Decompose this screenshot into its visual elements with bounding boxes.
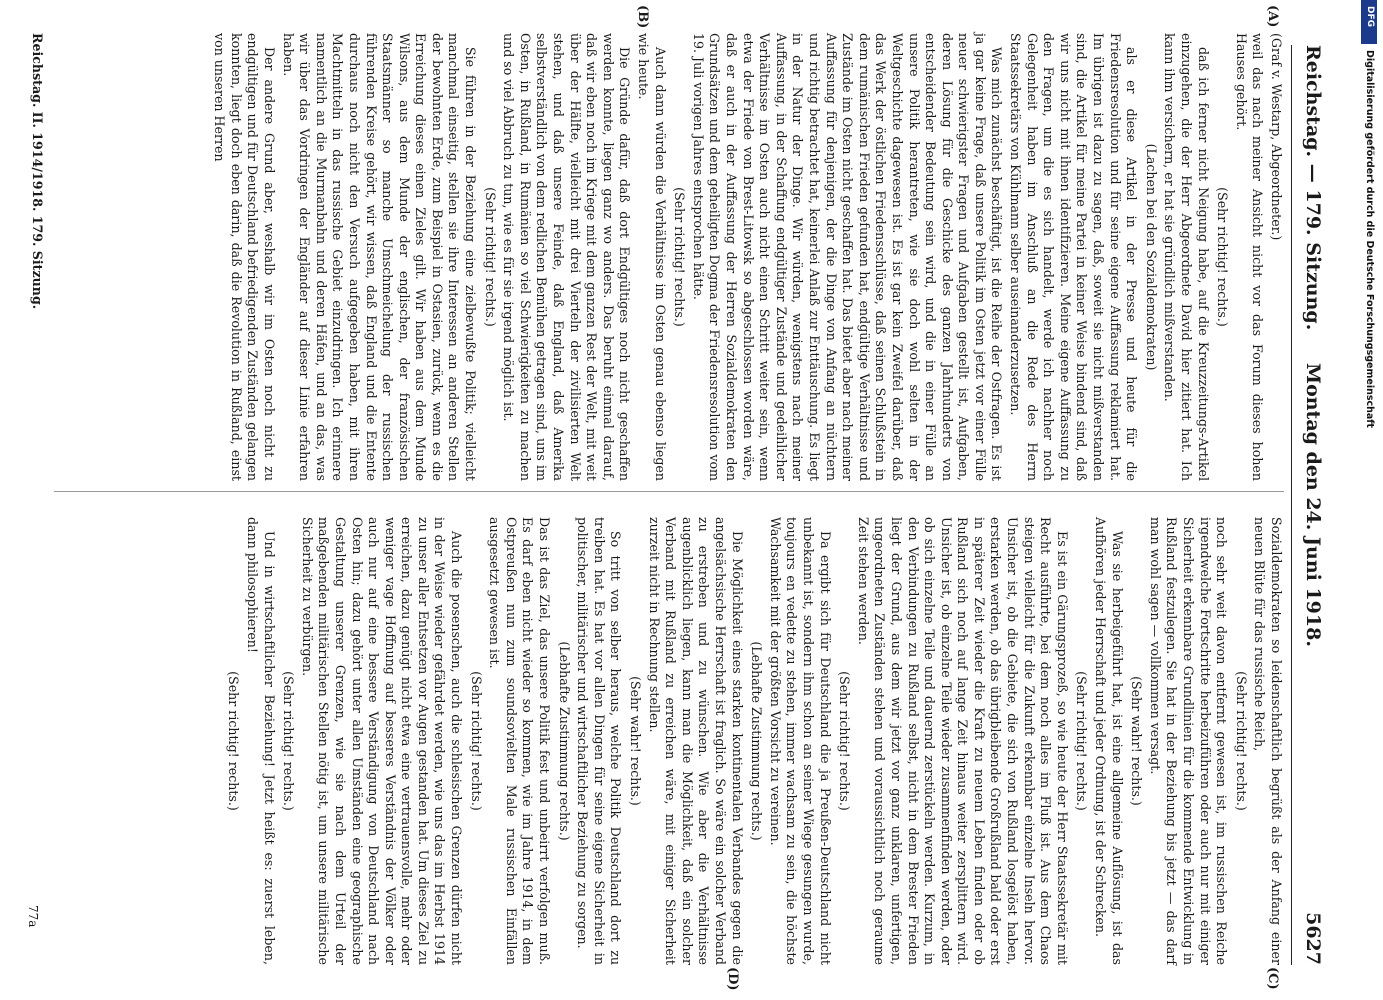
running-head-left: Reichstag. — 179. Sitzung. <box>1302 45 1324 331</box>
running-head <box>1291 45 1332 965</box>
right-text-column <box>222 517 1284 965</box>
margin-mark-c: (C) <box>1265 967 1280 990</box>
margin-mark-a: (A) <box>1265 5 1280 28</box>
digitization-credit <box>1361 50 1375 710</box>
margin-mark-d: (D) <box>725 967 740 991</box>
printer-signature: 77a <box>26 905 40 928</box>
page-number: 5627 <box>1302 912 1324 965</box>
paragraph: Auch dann würden die Verhältnisse im Osten genau ebenso liegen wie heute. <box>636 33 668 481</box>
paragraph: Sozialdemokraten so leidenschaftlich begrüßt als der Anfang einer neuen Blüte für das russische Reich, <box>1252 517 1284 965</box>
left-text-column <box>209 33 1284 481</box>
interjection: (Sehr richtig! rechts.) <box>1074 671 1090 811</box>
rotated-document-page <box>0 5 1340 995</box>
column-divider <box>54 491 1284 492</box>
digitization-credit-text: Digitalisierung gefördert durch die Deutsche Forschungsgemeinschaft <box>1364 50 1375 428</box>
paragraph: Die Möglichkeit eines starken kontinentalen Verbandes gegen die angelsächsische Herrschaft ist fraglich. So wäre ein solcher Verband zu erstreben und zu wünschen. Wie aber die Verhältnisse augenblicklich liegen, kann man die Möglichkeit, daß ein solcher Verband mit Rußland zu erreichen wäre, mit einiger Sicherheit zurzeit nicht in Rechnung stellen. <box>646 517 745 965</box>
dfg-logo <box>1361 0 1377 44</box>
paragraph: Auch die posenschen, auch die schlesischen Grenzen dürfen nicht in der Weise wieder gefährdet werden, wie uns das im Herbst 1914 zu unser aller Entsetzen vor Augen gestanden hat. Um dieses Ziel zu erreichen, dazu genügt nicht etwa eine vertrauensvolle, mehr oder weniger vage Hoffnung auf besseres Verständnis der Völker oder auch nur auf eine bessere Verständigung von Deutschland nach Osten hin; dazu gehört unter allen Umständen eine geographische Gestaltung unserer Grenzen, wie sie nach dem Urteil der maßgebenden militärischen Stellen nötig ist, um unsere militärische Sicherheit zu verbürgen. <box>299 517 465 965</box>
running-head-date: Montag den 24. Juni 1918. <box>1302 363 1324 647</box>
interjection: (Sehr richtig! rechts.) <box>1233 671 1249 811</box>
interjection: (Sehr richtig! rechts.) <box>226 671 242 811</box>
interjection: (Sehr richtig! rechts.) <box>672 187 688 327</box>
paragraph: weil das nach meiner Ansicht nicht vor das Forum dieses hohen Hauses gehört. <box>1233 33 1266 481</box>
paragraph: Die Gründe dafür, daß dort Endgültiges noch nicht geschaffen werden konnte, liegen ganz wo anders. Das beruht einmal darauf, daß wir eben noch im Kriege mit dem ganzen Rest der Welt, mit weit über der Hälfte, vielleicht mit drei Vierteln der zivilisierten Welt stehen, und daß unsere Feinde, daß England, daß Amerika selbstverständlich von dem redlichen Bemühen getragen sind, uns im Osten, in Rußland, in Rumänien so viel Schwierigkeiten zu machen und so viel Abbruch zu tun, wie es für sie irgend möglich ist. <box>501 33 633 481</box>
interjection: (Lebhafte Zustimmung rechts.) <box>749 641 765 841</box>
page-footer: Reichstag. II. 1914/1918. 179. Sitzung. <box>30 33 45 310</box>
paragraph: Sie führen in der Beziehung eine zielbewußte Politik; vielleicht manchmal einseitig, stellen sie ihre Interessen an anderen Stellen der bewohnten Erde, zum Beispiel in Ostasien, zurück, wenn es die Erreichung dieses einen Zieles gilt. Wir haben aus dem Munde Wilsons, aus dem Munde der englischen, der französischen Staatsmänner so manche Umschmeichelung der russischen führenden Kreise gehört, wir wissen, daß England und die Entente durchaus noch nicht den Versuch aufgegeben haben, mit ihren Machtmitteln in das russische Gebiet einzudringen. Ich erinnere namentlich an die Murmanbahn und deren Häfen, und an das, was wir über das Vordringen der Engländer auf dieser Linie erfahren haben. <box>280 33 479 481</box>
paragraph: Und in wirtschaftlicher Beziehung! Jetzt heißt es: zuerst leben, dann philosophieren! <box>244 517 277 965</box>
interjection: (Sehr richtig! rechts.) <box>1215 187 1231 327</box>
dfg-logo-text: DFG <box>1365 6 1375 28</box>
interjection: (Lebhafte Zustimmung rechts.) <box>556 641 572 841</box>
paragraph: daß ich ferner nicht Neigung habe, auf die Kreuzzeitungs-Artikel einzugehen, die der Herr Abgeordnete David hier zitiert hat. Ich kann ihm versichern, er hat sie gründlich mißverstanden. <box>1162 33 1211 481</box>
margin-mark-b: (B) <box>635 5 650 29</box>
interjection: (Sehr richtig! rechts.) <box>482 187 498 327</box>
paragraph: Es ist ein Gärungsprozeß, so wie heute der Herr Staatssekretär mit Recht ausführte, bei dem noch alles im Fluß ist. Aus dem Chaos steigen vielleicht für die Zukunft erkennbar einzelne Inseln hervor. Unsicher ist, ob die Gebiete, die sich von Rußland losgelöst haben, erstarken werden, ob das übrigbleibende Großrußland bald oder erst in späterer Zeit wieder die Kraft zu neuem Leben finden oder ob Rußland sich noch auf lange Zeit hinaus weiter zersplittern wird. Unsicher ist, ob einzelne Teile wieder zusammenfinden werden, oder ob sich einzelne Teile und dauernd zerstückeln werden. Kurzum, in den Verbindungen zu Rußland selbst, nicht in dem Brester Frieden liegt der Grund, aus dem wir jetzt vor ganz unklaren, unfertigen, ungeordneten Zuständen stehen und voraussichtlich noch geraume Zeit stehen werden. <box>855 517 1070 965</box>
paragraph: Das ist das Ziel, das unsere Politik fest und unbeirrt verfolgen muß. Es darf eben nicht wieder so kommen, wie im Jahre 1914, in dem Ostpreußen nun zum soundsovielten Male russischen Einfällen ausgesetzt gewesen ist. <box>487 517 553 965</box>
paragraph: noch sehr weit davon entfernt gewesen ist, im russischen Reiche irgendwelche Fortschritte herbeizuführen oder auch nur mit einiger Sicherheit erkennbare Grundlinien für die kommende Entwicklung in Rußland festzulegen. Sie hat in der Beziehung bis jetzt — das darf man wohl sagen — vollkommen versagt. <box>1147 517 1230 965</box>
interjection: (Sehr wahr! rechts.) <box>628 676 644 806</box>
paragraph: Da ergibt sich für Deutschland die ja Preußen-Deutschland nicht unbekannt ist, sondern ihm schon an seiner Wiege gesungen wurde, toujours en vedette zu stehen, immer wachsam zu sein, die höchste Wachsamkeit mit der größten Vorsicht zu vereinen. <box>767 517 833 965</box>
paragraph: Was mich zunächst beschäftigt, ist die Reihe der Ostfragen. Es ist ja gar keine Frage, daß unsere Politik im Osten jetzt vor einer Fülle neuer schwierigster Fragen und Aufgaben gestellt ist, Aufgaben, deren Lösung für die Geschicke des ganzen Jahrhunderts von entscheidender Bedeutung sein wird, und die in einer Fülle an unsere Politik herantreten, wie sie doch wohl selten in der Weltgeschichte dagewesen ist. Es ist gar kein Zweifel darüber, daß das Werk der östlichen Friedensschlüsse, daß seinen Schlußstein in dem rumänischen Frieden gefunden hat, endgültige Verhältnisse und Zustände im Osten nicht geschaffen hat. Das bietet aber nach meiner Auffassung für denjenigen, der die Dinge von Anfang an nüchtern und richtig betrachtet hat, keinerlei Anlaß zur Enttäuschung. Es liegt in der Natur der Dinge. Wir würden, wenigstens nach meiner Auffassung, in der Schaffung endgültiger Zustände und gedeihlicher Verhältnisse im Osten auch nicht einen Schritt weiter sein, wenn etwa der Friede von Brest-Litowsk so abgeschlossen worden wäre, daß er auch in der Auffassung der Herren Sozialdemokraten den Grundsätzen und dem geheiligten Dogma der Friedensresolution vom 19. Juli vorigen Jahres entsprochen hätte. <box>690 33 1005 481</box>
paragraph: Der andere Grund aber, weshalb wir im Osten noch nicht zu endgültigen und für Deutschland befriedigenden Zuständen gelangen konnten, liegt doch eben darin, daß die Revolution in Rußland, einst von unseren Herren <box>212 33 277 481</box>
paragraph: (Graf v. Westarp, Abgeordneter.) <box>1269 33 1284 241</box>
paragraph: als er diese Artikel in der Presse und heute für die Friedensresolution und für seine eigene Auffassung reklamiert hat. Im übrigen ist dazu zu sagen, daß, soweit sie nicht mißverstanden sind, die Artikel für meine Partei in keiner Weise bindend sind, daß wir uns nicht mit ihnen identifizieren. Meine eigene Auffassung zu den Fragen, um die es sich handelt, werde ich nachher noch Gelegenheit haben im Anschluß an die Rede des Herrn Staatssekretärs von Kühlmann selber auseinanderzusetzen. <box>1008 33 1140 481</box>
interjection: (Sehr richtig! rechts.) <box>468 671 484 811</box>
paragraph: Was sie herbeigeführt hat, ist eine allgemeine Auflösung, ist das Aufhören jeder Herrschaft und jeder Ordnung, ist der Schrecken. <box>1093 517 1125 965</box>
interjection: (Lachen bei den Sozialdemokraten) <box>1143 143 1159 371</box>
interjection: (Sehr richtig! rechts.) <box>837 671 853 811</box>
interjection: (Sehr wahr! rechts.) <box>1129 676 1145 806</box>
interjection: (Sehr richtig! rechts.) <box>281 671 297 811</box>
paragraph: So tritt von selber heraus, welche Politik Deutschland dort zu treiben hat. Es hat vor allen Dingen für seine eigene Sicherheit in politischer, militärischer und wirtschaftlicher Beziehung zu sorgen. <box>575 517 624 965</box>
